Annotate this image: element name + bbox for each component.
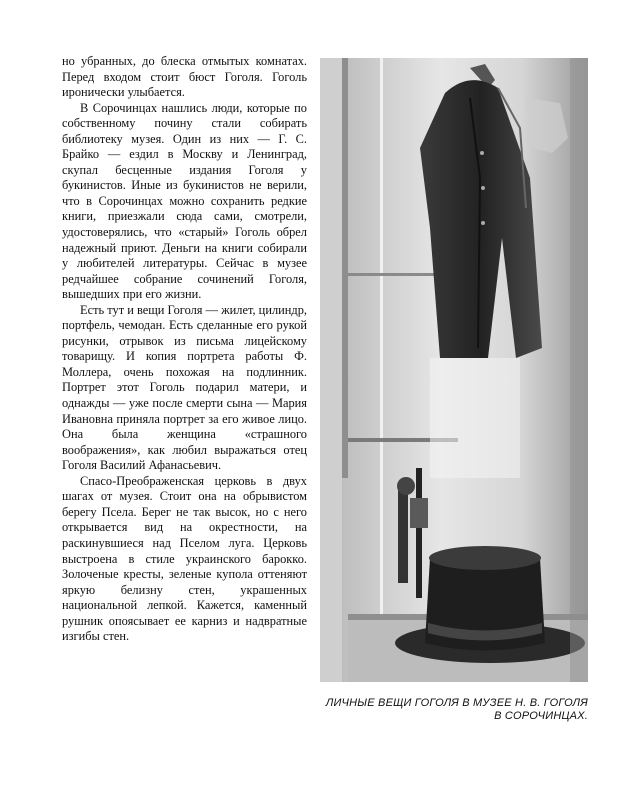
caption-line-2: В СОРОЧИНЦАХ. bbox=[494, 710, 588, 722]
display-frame-left bbox=[320, 58, 342, 682]
caption-line-1: ЛИЧНЫЕ ВЕЩИ ГОГОЛЯ В МУЗЕЕ Н. В. ГОГОЛЯ bbox=[325, 697, 588, 709]
display-frame-edge bbox=[342, 58, 348, 478]
paragraph-3: Есть тут и вещи Гоголя — жилет, цилиндр, портфель, чемодан. Есть сделанные его рукой рисунки, отрывок из письма лицейскому товарищу. И копия портрета работы Ф. Моллера, очень похожая на подлинник. Портрет этот Гоголь подарил матери, и однажды — уже после смерти сына — Мария Ивановна приняла портрет за его живое лицо. Она была женщина «страшного воображения», как любил выражаться отец Гоголя Василий Афанасьевич. bbox=[62, 302, 307, 473]
glass-glare bbox=[430, 358, 520, 478]
photo-illustration bbox=[320, 58, 588, 682]
museum-photo bbox=[320, 58, 588, 682]
shelf-line bbox=[348, 273, 443, 276]
article-text bbox=[62, 54, 307, 645]
paragraph-2: В Сорочинцах нашлись люди, которые по собственному почину стали собирать библиотеку музея. Один из них — Г. С. Брайко — ездил в Москву и Ленинград, скупал бесценные издания Гоголя у букинистов. Иные из букинистов не верили, что в Сорочинцах можно сохранить редкие книги, приезжали сюда сами, смотрели, удостоверялись, что «старый» Гоголь обрел надежный приют. Деньги на книги собирали у любителей литературы. Сейчас в музее редчайшее собрание сочинений Гоголя, вышедших при его жизни. bbox=[62, 100, 307, 302]
photo-caption bbox=[272, 697, 588, 723]
paragraph-1: но убранных, до блеска отмытых комнатах. Перед входом стоит бюст Гоголя. Гоголь иронически улыбается. bbox=[62, 54, 307, 100]
display-glass-line bbox=[380, 58, 383, 618]
photo-shading bbox=[570, 58, 588, 682]
paragraph-4: Спасо-Преображенская церковь в двух шагах от музея. Стоит она на обрывистом берегу Псела. Берег не так высок, но с него открывается вид на окрестности, на раскинувшиеся над Пселом луга. Церковь выстроена в стиле украинского барокко. Золоченые кресты, зеленые купола оттеняют яркую белизну стен, украшенных национальной лепкой. Кажется, каменный рушник опоясывает ее карниз и надвратные изгибы стен. bbox=[62, 473, 307, 644]
